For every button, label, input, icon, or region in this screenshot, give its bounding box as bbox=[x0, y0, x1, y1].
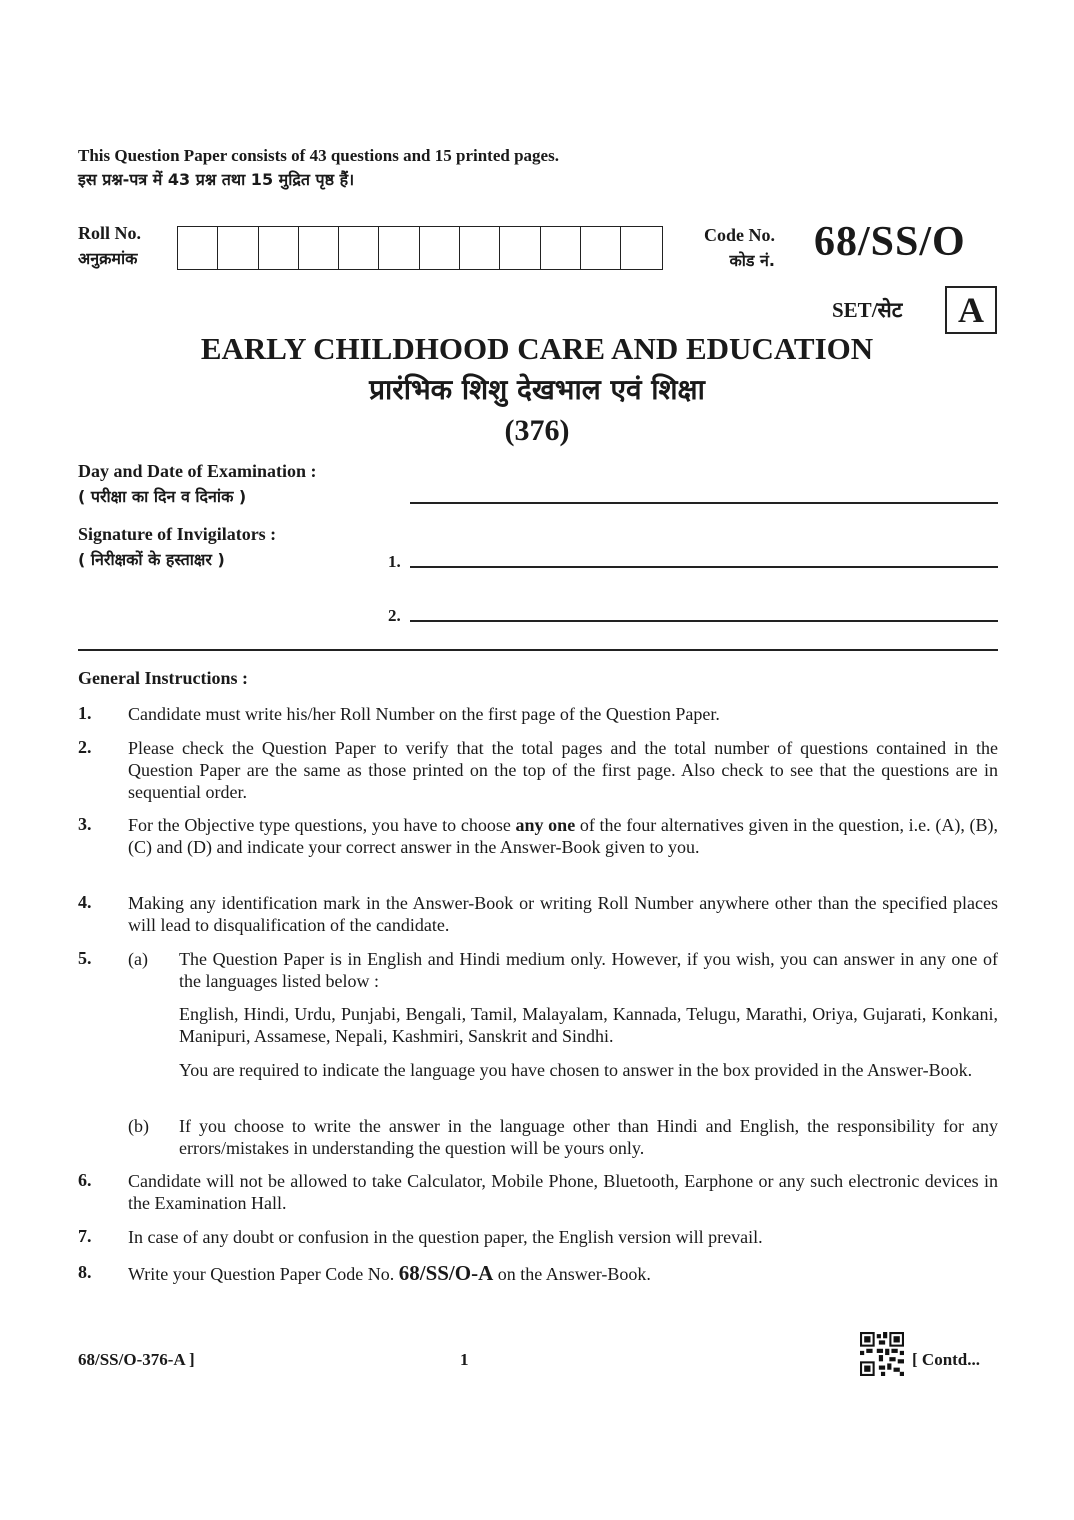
code-number: 68/SS/O bbox=[814, 219, 966, 265]
footer-code: 68/SS/O-376-A ] bbox=[78, 1350, 195, 1369]
roll-digit-box[interactable] bbox=[299, 227, 339, 269]
instruction-number: 7. bbox=[78, 1226, 92, 1246]
instruction-text: You are required to indicate the language you have chosen to answer in the box provided in the Answer-Book. bbox=[179, 1060, 973, 1080]
roll-digit-box[interactable] bbox=[420, 227, 460, 269]
code-label-hi: कोड नं. bbox=[729, 251, 775, 270]
set-box: A bbox=[945, 286, 997, 334]
instruction-text: The Question Paper is in English and Hindi medium only. However, if you wish, you can answer in any one of the languages listed below : bbox=[179, 949, 998, 991]
roll-digit-box[interactable] bbox=[178, 227, 218, 269]
roll-label-en: Roll No. bbox=[78, 223, 141, 243]
signature-2-line[interactable] bbox=[410, 620, 998, 622]
instruction-emphasis: any one bbox=[515, 815, 576, 835]
subject-title-hi: प्रारंभिक शिशु देखभाल एवं शिक्षा bbox=[369, 373, 705, 406]
roll-digit-box[interactable] bbox=[500, 227, 540, 269]
signature-1-line[interactable] bbox=[410, 566, 998, 568]
invigilator-label-hi: ( निरीक्षकों के हस्ताक्षर ) bbox=[78, 550, 225, 569]
instruction-text bbox=[128, 1262, 998, 1285]
paper-info-hi: इस प्रश्न-पत्र में 43 प्रश्न तथा 15 मुद्रित पृष्ठ हैं। bbox=[78, 170, 355, 189]
exam-date-label-hi: ( परीक्षा का दिन व दिनांक ) bbox=[78, 487, 247, 506]
instruction-text: Candidate must write his/her Roll Number on the first page of the Question Paper. bbox=[128, 704, 720, 724]
instruction-text-part: For the Objective type questions, you have to choose bbox=[128, 815, 516, 835]
code-label-en: Code No. bbox=[704, 225, 775, 245]
roll-digit-box[interactable] bbox=[460, 227, 500, 269]
instruction-text: Please check the Question Paper to verify that the total pages and the total number of questions contained in the Question Paper are the same as those printed on the top of the first page. Also check to see that the questions are in sequential order. bbox=[128, 738, 998, 802]
roll-number-boxes[interactable] bbox=[177, 226, 663, 270]
subject-title-en: EARLY CHILDHOOD CARE AND EDUCATION bbox=[200, 331, 874, 366]
language-list: English, Hindi, Urdu, Punjabi, Bengali, Tamil, Malayalam, Kannada, Telugu, Marathi, Oriya, Gujarati, Konkani, Manipuri, Assamese, Nepali, Kashmiri, Sanskrit and Sindhi. bbox=[179, 1004, 998, 1046]
instruction-sub-label: (b) bbox=[128, 1116, 149, 1136]
subject-code: (376) bbox=[504, 414, 570, 447]
instruction-number: 3. bbox=[78, 814, 92, 834]
instruction-code-emphasis: 68/SS/O-A bbox=[398, 1261, 494, 1285]
instructions-title: General Instructions : bbox=[78, 668, 248, 688]
instruction-text: If you choose to write the answer in the language other than Hindi and English, the responsibility for any errors/mistakes in understanding the question will be yours only. bbox=[179, 1116, 998, 1158]
instruction-text bbox=[128, 814, 998, 858]
set-label: SET/सेट bbox=[832, 298, 903, 322]
exam-date-label-en: Day and Date of Examination : bbox=[78, 461, 317, 481]
instruction-text: Making any identification mark in the Answer-Book or writing Roll Number anywhere other than the specified places will lead to disqualification of the candidate. bbox=[128, 893, 998, 935]
roll-digit-box[interactable] bbox=[621, 227, 661, 269]
roll-label-hi: अनुक्रमांक bbox=[78, 249, 138, 268]
instruction-number: 2. bbox=[78, 737, 92, 757]
instruction-sub-label: (a) bbox=[128, 949, 148, 969]
paper-info-en: This Question Paper consists of 43 questions and 15 printed pages. bbox=[78, 146, 559, 165]
exam-date-line[interactable] bbox=[410, 502, 998, 504]
instruction-text: Candidate will not be allowed to take Calculator, Mobile Phone, Bluetooth, Earphone or any such electronic devices in the Examination Hall. bbox=[128, 1171, 998, 1213]
instruction-number: 6. bbox=[78, 1170, 92, 1190]
instruction-text-part: on the Answer-Book. bbox=[493, 1264, 651, 1284]
signature-2-number: 2. bbox=[388, 606, 401, 625]
roll-digit-box[interactable] bbox=[259, 227, 299, 269]
roll-digit-box[interactable] bbox=[581, 227, 621, 269]
roll-digit-box[interactable] bbox=[541, 227, 581, 269]
continued-label: [ Contd... bbox=[912, 1350, 981, 1369]
instruction-number: 5. bbox=[78, 948, 92, 968]
instruction-number: 8. bbox=[78, 1262, 92, 1282]
qr-code-icon bbox=[860, 1332, 904, 1376]
roll-digit-box[interactable] bbox=[218, 227, 258, 269]
instruction-text-part: of the four alternatives given in the question, i.e. (A), (B), (C) and (D) and indicate your correct answer in the Answer-Book given to you. bbox=[128, 815, 998, 857]
section-divider bbox=[78, 649, 998, 651]
signature-1-number: 1. bbox=[388, 552, 401, 571]
invigilator-label-en: Signature of Invigilators : bbox=[78, 524, 277, 544]
instruction-number: 4. bbox=[78, 892, 92, 912]
roll-digit-box[interactable] bbox=[339, 227, 379, 269]
instruction-number: 1. bbox=[78, 703, 92, 723]
page-number: 1 bbox=[460, 1350, 469, 1369]
instruction-text-part: Write your Question Paper Code No. bbox=[128, 1264, 399, 1284]
instruction-text: In case of any doubt or confusion in the question paper, the English version will prevail. bbox=[128, 1227, 763, 1247]
roll-digit-box[interactable] bbox=[379, 227, 419, 269]
